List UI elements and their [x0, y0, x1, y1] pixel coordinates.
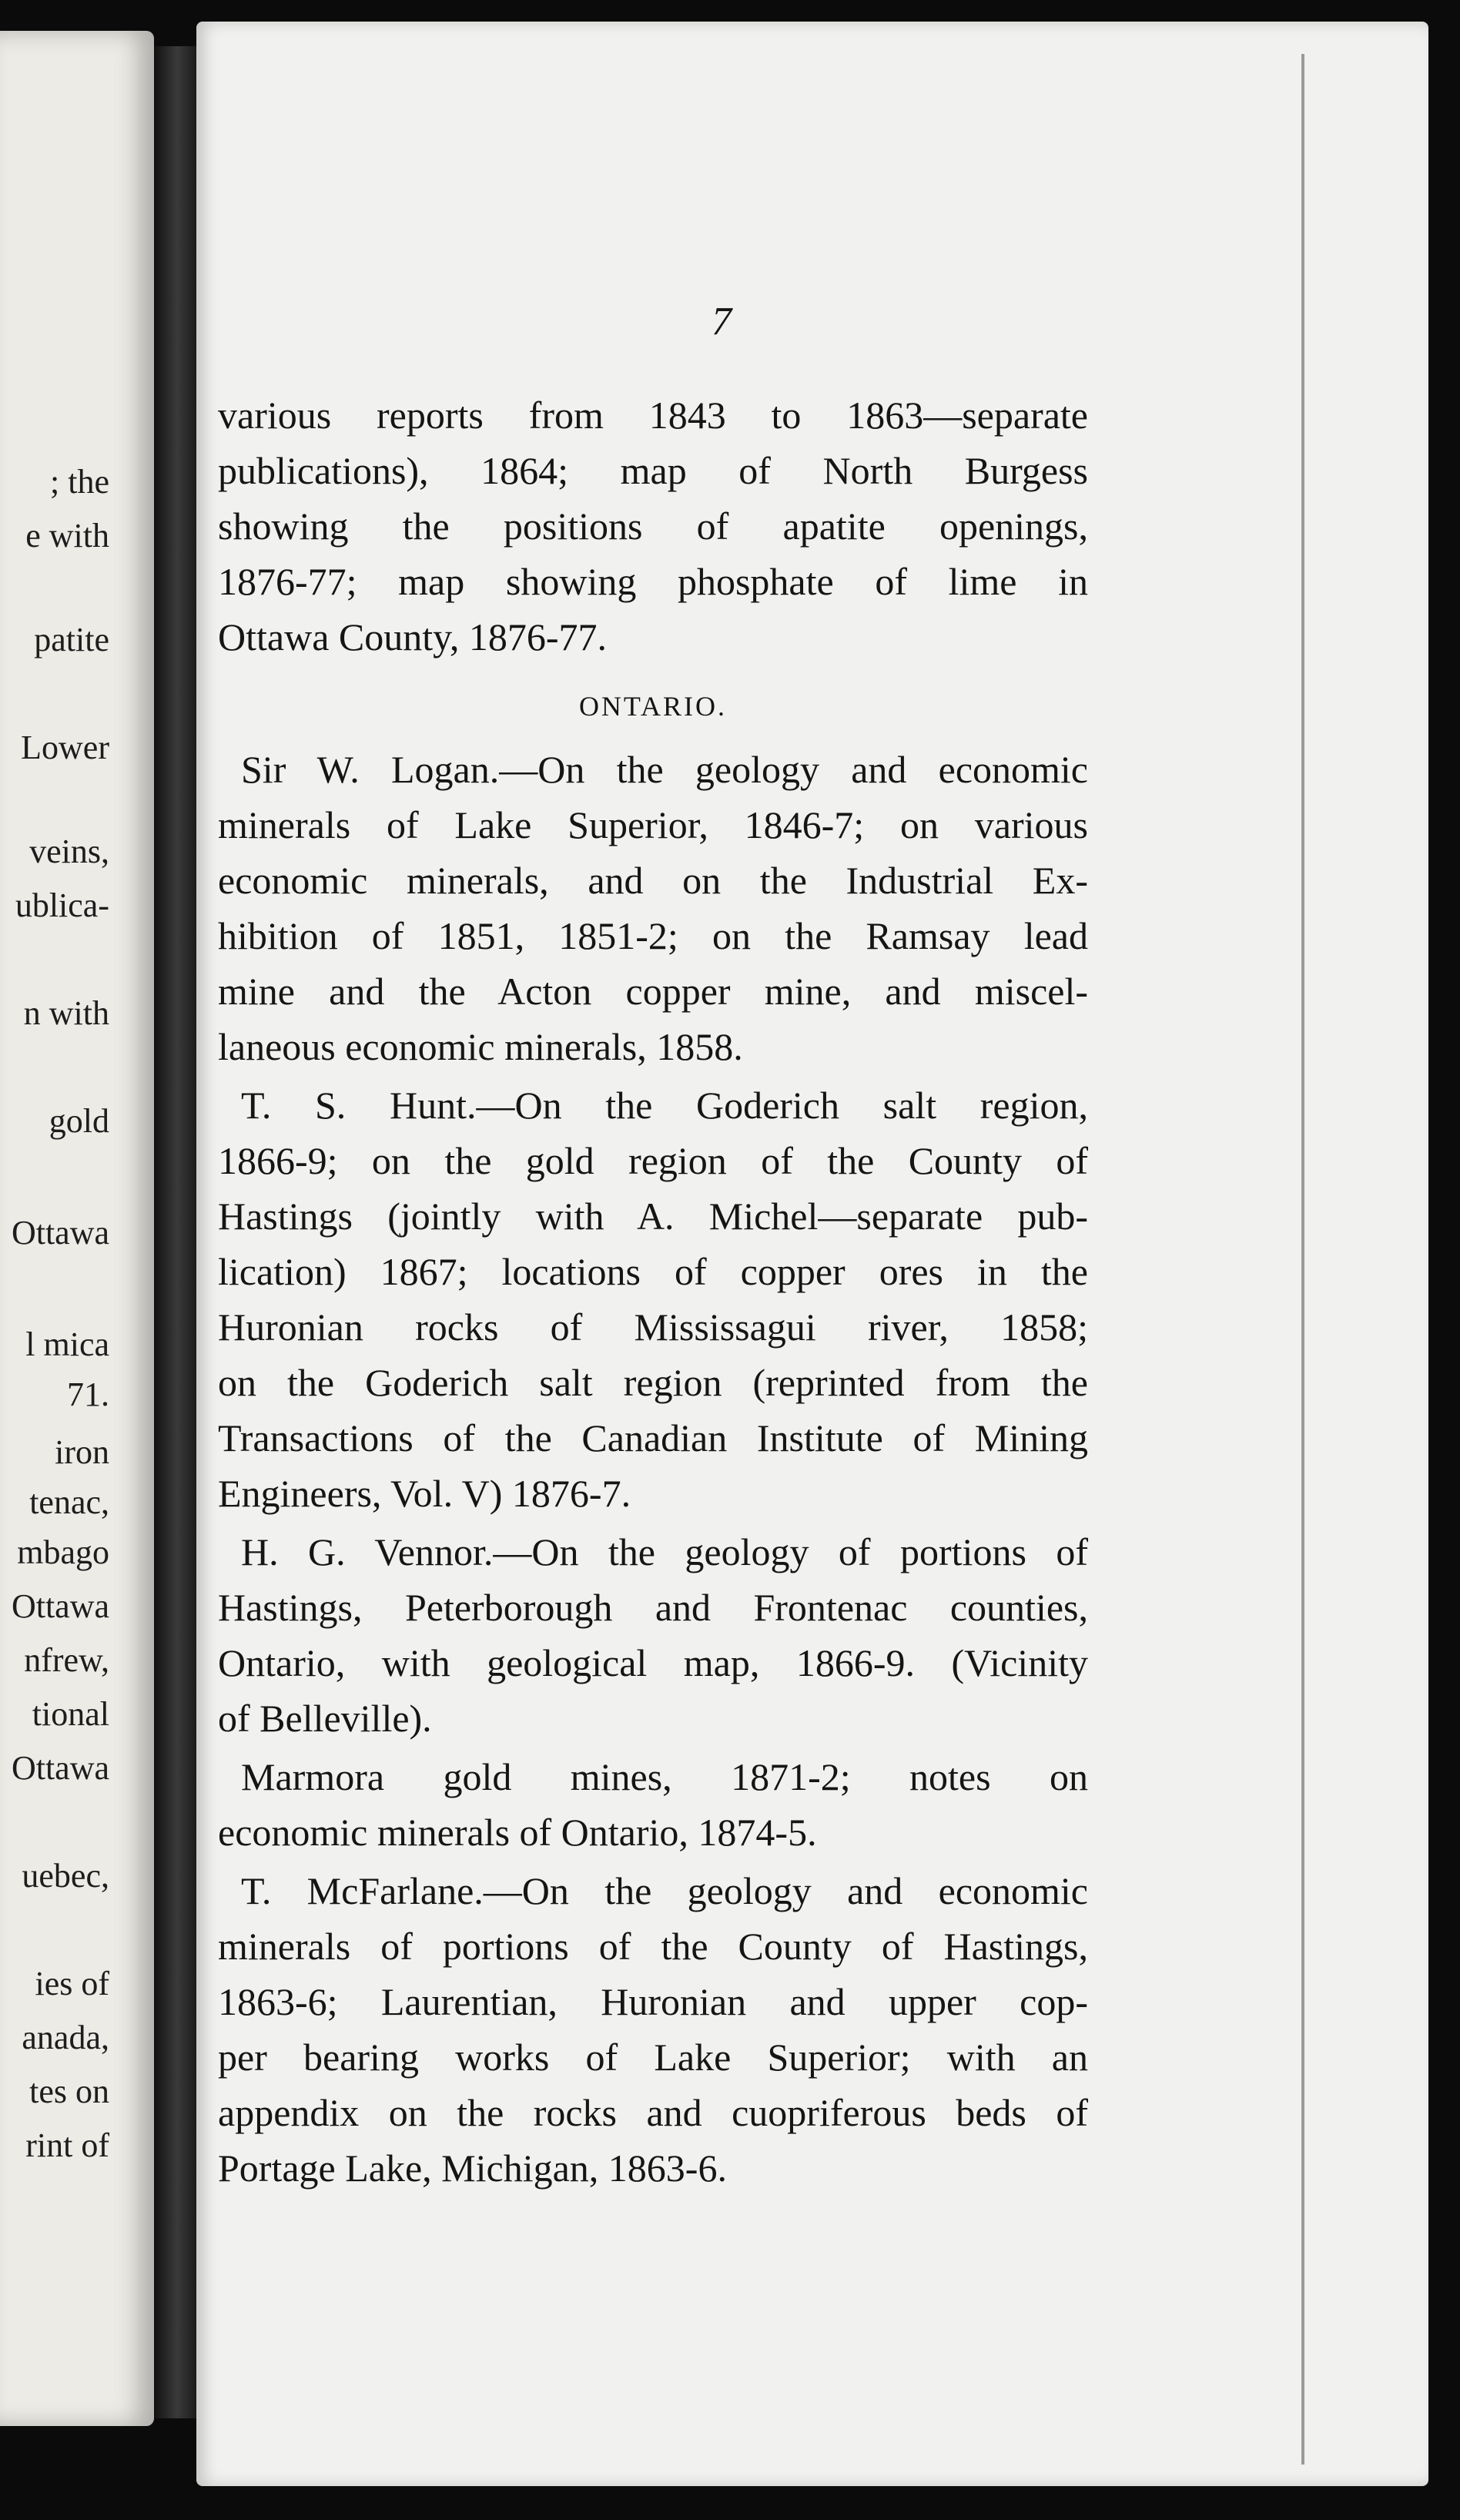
left-page-edge	[0, 31, 154, 2426]
text-line: of Belleville).	[218, 1697, 432, 1740]
entry-paragraph	[218, 1749, 1088, 1860]
entries-list	[218, 742, 1088, 2196]
left-page-fragment: patite	[34, 621, 109, 658]
left-page-fragment: tenac,	[29, 1483, 109, 1521]
left-page-fragment: veins,	[29, 833, 109, 870]
text-line: 1863-6; Laurentian, Huronian and upper cop-	[218, 1980, 1088, 2023]
left-page-fragment: ; the	[50, 463, 109, 501]
text-line: Hastings (jointly with A. Michel—separate pub-	[218, 1195, 1088, 1238]
left-page-fragment: n with	[23, 994, 109, 1032]
text-line: appendix on the rocks and cuopriferous beds of	[218, 2091, 1088, 2134]
section-heading: ONTARIO.	[578, 691, 728, 722]
text-line: Transactions of the Canadian Institute of Mining	[218, 1416, 1088, 1459]
text-line: lication) 1867; locations of copper ores in the	[218, 1250, 1088, 1293]
page-body	[218, 387, 1088, 2199]
text-line: economic minerals of Ontario, 1874-5.	[218, 1811, 817, 1854]
text-line: Sir W. Logan.—On the geology and economic	[241, 748, 1088, 791]
entry-paragraph	[218, 1863, 1088, 2196]
text-line: Marmora gold mines, 1871-2; notes on	[241, 1755, 1088, 1798]
right-page	[196, 22, 1428, 2486]
text-line: publications), 1864; map of North Burgess	[218, 449, 1088, 492]
text-line: various reports from 1843 to 1863—separate	[218, 394, 1088, 437]
text-line: Huronian rocks of Mississagui river, 1858;	[218, 1305, 1088, 1349]
left-page-fragment: anada,	[22, 2019, 109, 2056]
left-page-fragment: ies of	[35, 1965, 109, 2002]
text-line: 1876-77; map showing phosphate of lime in	[218, 560, 1088, 603]
left-page-fragment: 71.	[67, 1376, 109, 1413]
text-line: hibition of 1851, 1851-2; on the Ramsay lead	[218, 914, 1088, 957]
text-line: H. G. Vennor.—On the geology of portions of	[241, 1530, 1088, 1573]
left-page-fragment: Ottawa	[11, 1749, 109, 1787]
left-page-fragment: l mica	[25, 1325, 109, 1363]
text-line: Engineers, Vol. V) 1876-7.	[218, 1472, 631, 1515]
text-line: Ottawa County, 1876-77.	[218, 615, 608, 658]
left-page-fragment: gold	[49, 1102, 109, 1140]
left-page-fragment: Ottawa	[11, 1587, 109, 1625]
continuation-paragraph	[218, 387, 1088, 665]
left-page-fragment: Lower	[21, 729, 109, 766]
text-line: Hastings, Peterborough and Frontenac counties,	[218, 1586, 1088, 1629]
text-line: laneous economic minerals, 1858.	[218, 1025, 743, 1068]
text-line: minerals of Lake Superior, 1846-7; on various	[218, 803, 1088, 846]
text-line: economic minerals, and on the Industrial Ex-	[218, 859, 1088, 902]
left-page-fragment: tional	[32, 1695, 109, 1733]
text-line: mine and the Acton copper mine, and miscel-	[218, 970, 1088, 1013]
book-gutter	[154, 46, 200, 2418]
text-line: per bearing works of Lake Superior; with an	[218, 2036, 1088, 2079]
left-page-fragment: e with	[25, 517, 109, 555]
page-edge-line	[1301, 54, 1304, 2465]
left-page-fragment: mbago	[17, 1533, 109, 1571]
left-page-fragment: nfrew,	[24, 1641, 109, 1679]
entry-paragraph	[218, 1524, 1088, 1746]
entry-paragraph	[218, 742, 1088, 1074]
left-page-fragment: ublica-	[15, 886, 109, 924]
left-page-fragment: Ottawa	[11, 1214, 109, 1252]
text-line: Ontario, with geological map, 1866-9. (Vicinity	[218, 1641, 1088, 1684]
text-line: 1866-9; on the gold region of the County of	[218, 1139, 1088, 1182]
left-page-fragment: uebec,	[22, 1857, 109, 1895]
text-line: showing the positions of apatite openings,	[218, 504, 1088, 548]
text-line: T. S. Hunt.—On the Goderich salt region,	[241, 1084, 1088, 1127]
text-line: Portage Lake, Michigan, 1863-6.	[218, 2146, 727, 2190]
left-page-fragment: rint of	[25, 2126, 109, 2164]
left-page-fragment: tes on	[29, 2073, 109, 2110]
text-line: on the Goderich salt region (reprinted from the	[218, 1361, 1088, 1404]
entry-paragraph	[218, 1077, 1088, 1521]
page-number: 7	[712, 300, 732, 343]
left-page-fragment: iron	[55, 1433, 109, 1471]
text-line: T. McFarlane.—On the geology and economic	[241, 1869, 1088, 1912]
text-line: minerals of portions of the County of Hastings,	[218, 1925, 1088, 1968]
